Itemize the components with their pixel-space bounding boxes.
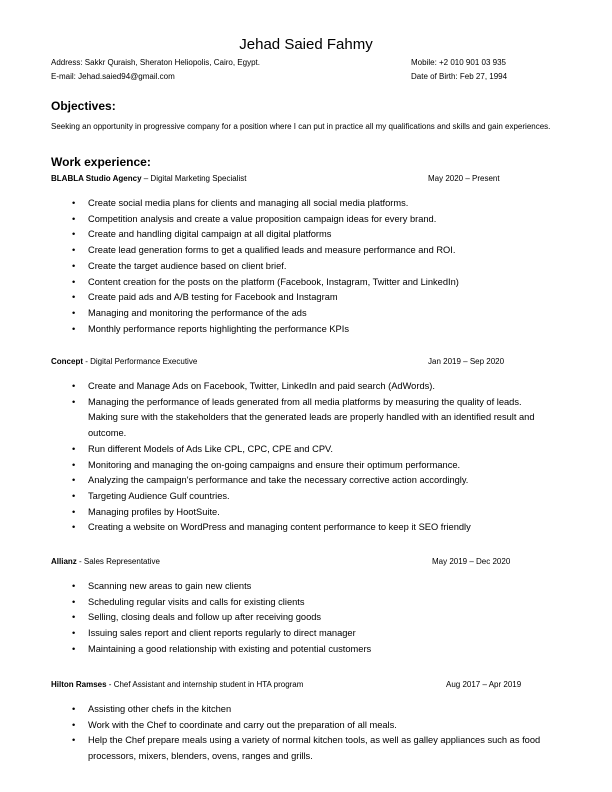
job-entry [51, 174, 581, 337]
job-dates: May 2020 – Present [428, 174, 500, 183]
bullet-text: Work with the Chef to coordinate and carry out the preparation of all meals. [88, 719, 397, 730]
bullet-icon: • [72, 596, 76, 607]
list-item [51, 322, 548, 338]
bullet-icon: • [72, 198, 76, 208]
objectives-heading: Objectives: [51, 99, 116, 113]
company-name: BLABLA Studio Agency [51, 174, 142, 183]
list-item [51, 626, 548, 642]
bullet-icon: • [72, 396, 76, 407]
bullet-text: Scheduling regular visits and calls for existing clients [88, 596, 305, 607]
mobile: Mobile: +2 010 901 03 935 [411, 58, 506, 67]
list-item [51, 473, 548, 489]
date-of-birth: Date of Birth: Feb 27, 1994 [411, 72, 508, 81]
bullet-icon: • [72, 612, 76, 623]
bullet-text: Managing the performance of leads generated from all media platforms by measuring the quality of leads. Making sure with the stakeholders that the generated leads are properly handled with an identified result and outcome. [88, 396, 535, 439]
bullet-icon: • [72, 292, 76, 303]
list-item [51, 442, 548, 458]
bullet-text: Managing profiles by HootSuite. [88, 506, 220, 517]
list-item [51, 505, 548, 521]
job-role: - Sales Representative [76, 557, 160, 566]
job-header [51, 174, 581, 188]
bullet-icon: • [72, 260, 76, 271]
bullet-text: Issuing sales report and client reports regularly to direct manager [88, 628, 356, 639]
list-item [51, 259, 548, 275]
bullet-icon: • [72, 628, 76, 639]
bullet-text: Assisting other chefs in the kitchen [88, 704, 232, 714]
bullet-text: Create paid ads and A/B testing for Facebook and Instagram [88, 292, 338, 303]
job-header [51, 357, 581, 371]
bullet-icon: • [72, 719, 76, 730]
bullet-text: Monthly performance reports highlighting the performance KPIs [88, 323, 349, 334]
job-bullets [51, 702, 581, 765]
job-dates: Aug 2017 – Apr 2019 [446, 680, 522, 689]
bullet-text: Maintaining a good relationship with existing and potential customers [88, 643, 372, 654]
bullet-text: Competition analysis and create a value proposition campaign ideas for every brand. [88, 213, 437, 224]
job-header [51, 557, 581, 571]
job-entry [51, 680, 581, 765]
list-item [51, 212, 548, 228]
job-dates: Jan 2019 – Sep 2020 [428, 357, 505, 366]
bullet-icon: • [72, 307, 76, 318]
bullet-icon: • [72, 735, 76, 746]
email: E-mail: Jehad.saied94@gmail.com [51, 72, 175, 81]
company-name: Concept [51, 357, 83, 366]
list-item [51, 243, 548, 259]
bullet-text: Create lead generation forms to get a qualified leads and measure performance and ROI. [88, 245, 456, 256]
objectives-text: Seeking an opportunity in progressive company for a position where I can put in practice all my qualifications and skills and gain experiences. [51, 122, 551, 131]
contact-right [411, 56, 507, 84]
bullet-icon: • [72, 643, 76, 654]
list-item [51, 196, 548, 212]
bullet-icon: • [72, 506, 76, 517]
bullet-text: Run different Models of Ads Like CPL, CPC, CPE and CPV. [88, 443, 333, 454]
list-item [51, 306, 548, 322]
bullet-icon: • [72, 229, 76, 240]
contact-left [51, 56, 260, 84]
list-item [51, 227, 548, 243]
bullet-text: Monitoring and managing the on-going campaigns and ensure their optimum performance. [88, 459, 461, 470]
bullet-icon: • [72, 245, 76, 256]
list-item [51, 642, 548, 658]
list-item [51, 520, 548, 536]
bullet-text: Create the target audience based on client brief. [88, 260, 287, 271]
list-item [51, 718, 548, 734]
bullet-icon: • [72, 276, 76, 287]
bullet-text: Help the Chef prepare meals using a variety of normal kitchen tools, as well as galley appliances such as food processors, mixers, blenders, ovens, ranges and grills. [88, 735, 541, 762]
job-entry [51, 557, 581, 658]
work-experience-heading: Work experience: [51, 155, 151, 169]
list-item [51, 595, 548, 611]
list-item [51, 379, 548, 395]
bullet-text: Selling, closing deals and follow up after receiving goods [88, 612, 322, 623]
bullet-icon: • [72, 581, 76, 591]
bullet-icon: • [72, 522, 76, 533]
list-item [51, 702, 548, 718]
company-name: Allianz [51, 557, 77, 566]
bullet-text: Scanning new areas to gain new clients [88, 581, 252, 591]
list-item [51, 395, 548, 442]
job-role: - Chef Assistant and internship student in HTA program [106, 680, 304, 689]
job-bullets [51, 379, 581, 536]
bullet-text: Create and handling digital campaign at all digital platforms [88, 229, 332, 240]
job-role: - Digital Performance Executive [83, 357, 198, 366]
list-item [51, 733, 548, 764]
list-item [51, 275, 548, 291]
bullet-icon: • [72, 490, 76, 501]
list-item [51, 290, 548, 306]
bullet-icon: • [72, 213, 76, 224]
bullet-text: Managing and monitoring the performance of the ads [88, 307, 307, 318]
resume-name: Jehad Saied Fahmy [239, 36, 373, 53]
bullet-text: Content creation for the posts on the platform (Facebook, Instagram, Twitter and LinkedIn) [88, 276, 459, 287]
bullet-icon: • [72, 475, 76, 486]
bullet-text: Analyzing the campaign's performance and take the necessary corrective action accordingly. [88, 475, 469, 486]
list-item [51, 458, 548, 474]
job-bullets [51, 579, 581, 658]
bullet-text: Creating a website on WordPress and managing content performance to keep it SEO friendly [88, 522, 471, 533]
bullet-text: Targeting Audience Gulf countries. [88, 490, 230, 501]
bullet-icon: • [72, 381, 76, 391]
list-item [51, 579, 548, 595]
bullet-icon: • [72, 459, 76, 470]
bullet-text: Create and Manage Ads on Facebook, Twitter, LinkedIn and paid search (AdWords). [88, 381, 435, 391]
job-role: – Digital Marketing Specialist [141, 174, 247, 183]
job-bullets [51, 196, 581, 337]
list-item [51, 489, 548, 505]
job-dates: May 2019 – Dec 2020 [432, 557, 511, 566]
bullet-icon: • [72, 323, 76, 334]
list-item [51, 610, 548, 626]
bullet-icon: • [72, 704, 76, 714]
address: Address: Sakkr Quraish, Sheraton Heliopolis, Cairo, Egypt. [51, 58, 260, 67]
job-header [51, 680, 581, 694]
bullet-text: Create social media plans for clients and managing all social media platforms. [88, 198, 409, 208]
bullet-icon: • [72, 443, 76, 454]
company-name: Hilton Ramses [51, 680, 107, 689]
job-entry [51, 357, 581, 536]
